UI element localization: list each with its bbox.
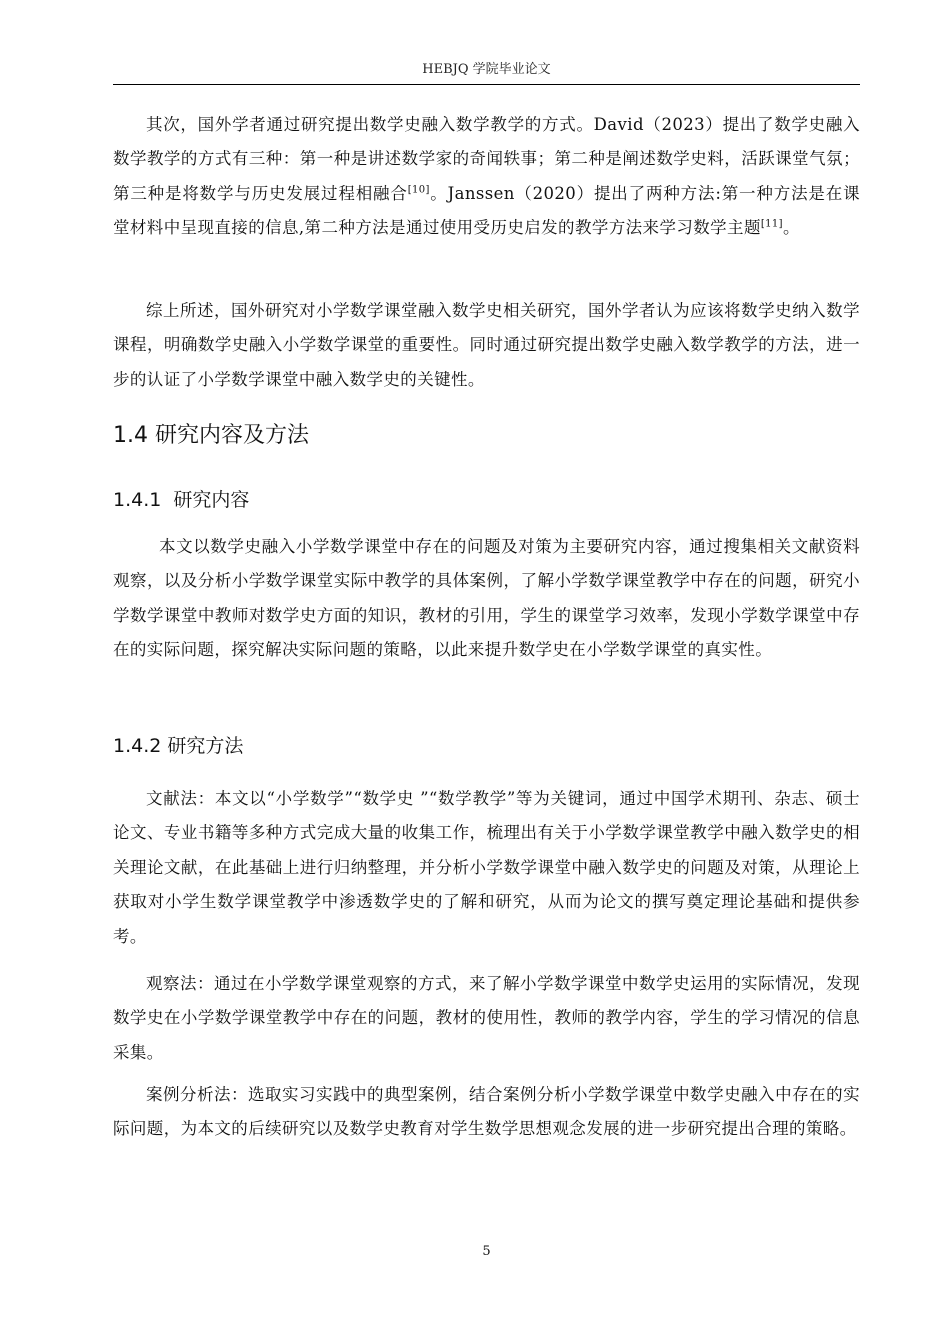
heading-text: 研究内容: [173, 489, 250, 511]
paragraph-text: 。: [783, 218, 800, 238]
running-header: HEBJQ 学院毕业论文: [422, 62, 551, 77]
page-number: 5: [482, 1244, 491, 1259]
section-heading-1-4: 1.4 研究内容及方法: [113, 423, 309, 448]
subsection-heading-1-4-2: 1.4.2 研究方法: [113, 735, 244, 757]
heading-number: 1.4.1: [113, 489, 162, 511]
subsection-heading-1-4-1: [113, 486, 249, 514]
citation-ref-11: [11]: [760, 218, 783, 230]
paragraph-observation-method: 观察法：通过在小学数学课堂观察的方式，来了解小学数学课堂中数学史运用的实际情况，发现数学史在小学数学课堂教学中存在的问题，教材的使用性，教师的教学内容，学生的学习情况的信息采集。: [113, 974, 860, 1062]
paragraph-foreign-methods: [113, 108, 860, 246]
paragraph-case-analysis-method: 案例分析法：选取实习实践中的典型案例，结合案例分析小学数学课堂中数学史融入中存在的实际问题，为本文的后续研究以及数学史教育对学生数学思想观念发展的进一步研究提出合理的策略。: [113, 1085, 860, 1139]
paragraph-research-content: 本文以数学史融入小学数学课堂中存在的问题及对策为主要研究内容，通过搜集相关文献资料观察，以及分析小学数学课堂实际中教学的具体案例，了解小学数学课堂教学中存在的问题，研究小学数学课堂中教师对数学史方面的知识，教材的引用，学生的课堂学习效率，发现小学数学课堂中存在的实际问题，探究解决实际问题的策略，以此来提升数学史在小学数学课堂的真实性。: [113, 537, 860, 660]
paragraph-text: 。Janssen（2020）提出了两种方法:第一种方法是在课堂材料中呈现直接的信息,第二种方法是通过使用受历史启发的教学方法来学习数学主题: [113, 183, 860, 238]
paragraph-text: 其次，国外学者通过研究提出数学史融入数学教学的方式。David（2023）提出了数学史融入数学教学的方式有三种：第一种是讲述数学家的奇闻轶事；第二种是阐述数学史料，活跃课堂气氛；第三种是将数学与历史发展过程相融合: [113, 115, 860, 203]
header-divider: [113, 84, 860, 85]
paragraph-literature-method: 文献法：本文以“小学数学”“数学史 ”“数学教学”等为关键词，通过中国学术期刊、杂志、硕士论文、专业书籍等多种方式完成大量的收集工作，梳理出有关于小学数学课堂教学中融入数学史的相关理论文献，在此基础上进行归纳整理，并分析小学数学课堂中融入数学史的问题及对策，从理论上获取对小学生数学课堂教学中渗透数学史的了解和研究，从而为论文的撰写奠定理论基础和提供参考。: [113, 789, 860, 946]
paragraph-summary: 综上所述，国外研究对小学数学课堂融入数学史相关研究，国外学者认为应该将数学史纳入数学课程，明确数学史融入小学数学课堂的重要性。同时通过研究提出数学史融入数学教学的方法，进一步的认证了小学数学课堂中融入数学史的关键性。: [113, 301, 860, 389]
citation-ref-10: [10]: [407, 184, 430, 196]
